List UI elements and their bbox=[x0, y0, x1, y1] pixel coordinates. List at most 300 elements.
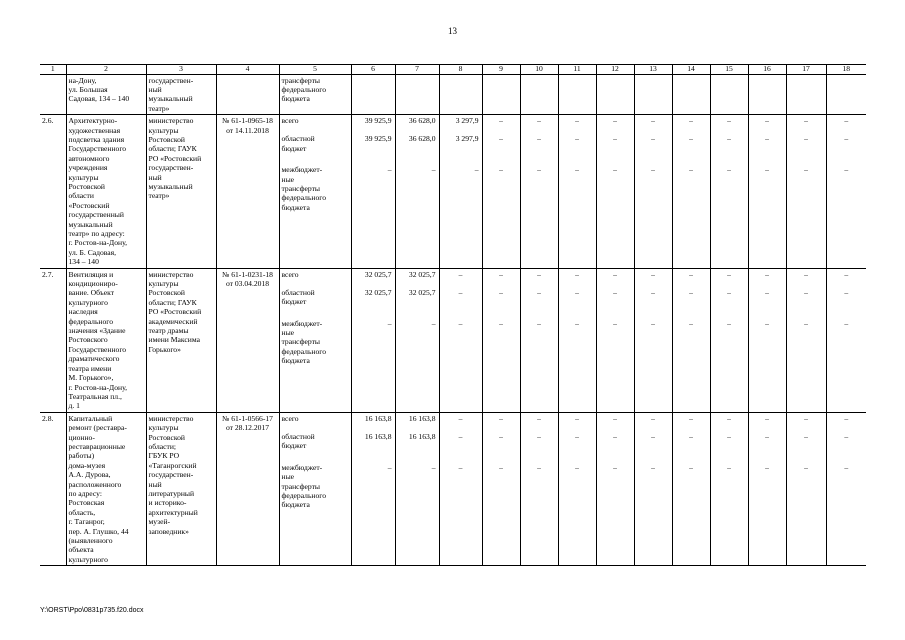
amount-cell-c18 bbox=[826, 268, 866, 412]
object-line: вание. Объект bbox=[68, 288, 115, 298]
amount-value: – bbox=[387, 165, 392, 175]
source-line: всего bbox=[281, 116, 299, 126]
amount-cell-c16 bbox=[748, 412, 786, 566]
amount-cell-c14 bbox=[672, 115, 710, 269]
amount-cell-c13 bbox=[634, 268, 672, 412]
amount-value: – bbox=[765, 462, 769, 472]
object-line: Садовая, 134 – 140 bbox=[68, 94, 130, 104]
customer-line: музыкальный bbox=[148, 94, 193, 104]
object-line: г. Таганрог, bbox=[68, 517, 105, 527]
amount-value: – bbox=[844, 413, 849, 423]
column-header-15: 15 bbox=[710, 65, 748, 75]
continuation-source bbox=[279, 74, 351, 115]
amount-value: – bbox=[804, 116, 808, 126]
amount-value: – bbox=[844, 462, 849, 472]
amount-value: 36 628,0 bbox=[408, 116, 436, 126]
funding-source-cell bbox=[279, 115, 351, 269]
footer-file-path: Y:\ORST\Ppo\0831p735.f20.docx bbox=[40, 607, 144, 614]
amount-cell-c17 bbox=[786, 412, 826, 566]
amount-value: – bbox=[651, 413, 655, 423]
object-line: по адресу: bbox=[68, 488, 102, 498]
amount-value: – bbox=[499, 269, 503, 279]
amount-value: – bbox=[651, 287, 655, 297]
amount-value: – bbox=[575, 134, 579, 144]
row-number: 2.8. bbox=[40, 412, 66, 566]
column-header-10: 10 bbox=[520, 65, 558, 75]
object-line: значения «Здание bbox=[68, 326, 126, 336]
amount-value: – bbox=[613, 116, 617, 126]
amount-cell-c8 bbox=[439, 115, 482, 269]
customer-line: театр драмы bbox=[148, 326, 189, 336]
amount-value: – bbox=[804, 413, 808, 423]
amount-cell-c16 bbox=[748, 268, 786, 412]
object-line: театра имени bbox=[68, 363, 112, 373]
source-line: федерального bbox=[281, 84, 326, 94]
object-line: пер. А. Глушко, 44 bbox=[68, 526, 129, 536]
customer-line: государствен- bbox=[148, 75, 194, 85]
amount-value: – bbox=[844, 431, 849, 441]
customer-line: министерство bbox=[148, 116, 194, 126]
customer-line: имени Максима bbox=[148, 335, 200, 345]
column-header-8: 8 bbox=[439, 65, 482, 75]
source-line: бюджет bbox=[281, 441, 307, 451]
amount-value: – bbox=[575, 287, 579, 297]
object-line: М. Горького», bbox=[68, 373, 114, 383]
amount-value: – bbox=[804, 318, 808, 328]
column-header-16: 16 bbox=[748, 65, 786, 75]
amount-value: – bbox=[765, 165, 769, 175]
amount-value: 16 163,8 bbox=[408, 413, 436, 423]
amount-value: – bbox=[613, 165, 617, 175]
column-header-7: 7 bbox=[395, 65, 439, 75]
amount-value: 32 025,7 bbox=[408, 269, 436, 279]
amount-value: – bbox=[431, 462, 436, 472]
object-line: Капитальный bbox=[68, 413, 113, 423]
amount-cell-c18 bbox=[826, 412, 866, 566]
amount-value: – bbox=[499, 287, 503, 297]
amount-value: – bbox=[499, 116, 503, 126]
source-line: трансферты bbox=[281, 481, 321, 491]
amount-cell-c10 bbox=[520, 268, 558, 412]
object-name-cell bbox=[66, 268, 146, 412]
amount-value: – bbox=[651, 165, 655, 175]
amount-value: – bbox=[499, 134, 503, 144]
amount-value: 32 025,7 bbox=[408, 287, 436, 297]
document-cell bbox=[216, 412, 279, 566]
amount-cell-c15 bbox=[710, 115, 748, 269]
customer-line: министерство bbox=[148, 413, 194, 423]
amount-value: – bbox=[804, 269, 808, 279]
amount-value: – bbox=[537, 318, 541, 328]
amount-value: – bbox=[537, 269, 541, 279]
amount-value: – bbox=[474, 165, 479, 175]
object-line: автономного bbox=[68, 153, 110, 163]
amount-value: – bbox=[458, 269, 463, 279]
customer-line: области; bbox=[148, 441, 176, 451]
amount-value: – bbox=[765, 431, 769, 441]
column-header-5: 5 bbox=[279, 65, 351, 75]
amount-value: – bbox=[689, 116, 693, 126]
customer-line: государствен- bbox=[148, 470, 194, 480]
amount-value: – bbox=[765, 413, 769, 423]
amount-value: – bbox=[689, 462, 693, 472]
amount-value: – bbox=[458, 431, 463, 441]
funding-source bbox=[282, 288, 349, 319]
column-header-18: 18 bbox=[826, 65, 866, 75]
amount-value: 32 025,7 bbox=[364, 287, 392, 297]
amount-value: – bbox=[651, 431, 655, 441]
customer-line: «Таганрогский bbox=[148, 460, 197, 470]
customer-line: Ростовской bbox=[148, 134, 185, 144]
column-header-17: 17 bbox=[786, 65, 826, 75]
customer-line: музей- bbox=[148, 517, 171, 527]
amount-value: – bbox=[575, 116, 579, 126]
amount-cell-c12 bbox=[596, 115, 634, 269]
customer-line: области; ГАУК bbox=[148, 144, 197, 154]
object-line: область, bbox=[68, 507, 96, 517]
document-line: от 03.04.2018 bbox=[225, 279, 270, 289]
source-line: федерального bbox=[281, 193, 326, 203]
amount-value: – bbox=[727, 134, 731, 144]
object-line: Ростовского bbox=[68, 335, 108, 345]
object-line: (выявленного bbox=[68, 536, 113, 545]
amount-value: – bbox=[689, 413, 693, 423]
amount-value: – bbox=[613, 269, 617, 279]
table-body bbox=[40, 65, 866, 566]
object-line: ремонт (реставра- bbox=[68, 423, 127, 433]
amount-value: – bbox=[689, 269, 693, 279]
customer-line: литературный bbox=[148, 488, 195, 498]
funding-source-cell bbox=[279, 268, 351, 412]
amount-cell-c11 bbox=[558, 268, 596, 412]
amount-value: 3 297,9 bbox=[455, 116, 479, 126]
object-line: г. Ростов-на-Дону, bbox=[68, 238, 128, 248]
continuation-object bbox=[66, 74, 146, 115]
amount-value: – bbox=[499, 431, 503, 441]
customer-line: архитектурный bbox=[148, 507, 198, 517]
object-line: работы) bbox=[68, 451, 95, 461]
customer-line: и историко- bbox=[148, 498, 187, 508]
amount-value: – bbox=[844, 134, 849, 144]
source-line: федерального bbox=[281, 490, 326, 500]
source-line: ные bbox=[281, 174, 295, 184]
funding-source bbox=[282, 270, 349, 288]
amount-value: – bbox=[844, 269, 849, 279]
amount-cell-c9 bbox=[482, 412, 520, 566]
document-line: № 61-1-0965-18 bbox=[222, 116, 273, 126]
customer-line: Ростовской bbox=[148, 432, 185, 442]
amount-value: – bbox=[575, 462, 579, 472]
object-line: Театральная пл., bbox=[68, 391, 122, 401]
source-line: всего bbox=[281, 269, 299, 279]
source-line: федерального bbox=[281, 346, 326, 356]
source-line: областной bbox=[281, 287, 315, 297]
amount-cell-c12 bbox=[596, 268, 634, 412]
amount-cell-c6 bbox=[351, 268, 395, 412]
amount-value: – bbox=[387, 318, 392, 328]
amount-cell-c7 bbox=[395, 268, 439, 412]
amount-value: – bbox=[537, 116, 541, 126]
source-line: бюджет bbox=[281, 143, 307, 153]
amount-value: – bbox=[727, 462, 731, 472]
object-line: д. 1 bbox=[68, 401, 80, 411]
customer-line: заповедник» bbox=[148, 526, 189, 536]
amount-value: 36 628,0 bbox=[408, 134, 436, 144]
customer-line: Горького» bbox=[148, 344, 181, 354]
source-line: ные bbox=[281, 472, 295, 482]
amount-value: – bbox=[804, 134, 808, 144]
amount-value: – bbox=[431, 318, 436, 328]
amount-cell-c14 bbox=[672, 412, 710, 566]
amount-value: – bbox=[689, 431, 693, 441]
customer-line: театр» bbox=[148, 191, 170, 201]
amount-value: – bbox=[651, 134, 655, 144]
amount-cell-c8 bbox=[439, 268, 482, 412]
customer-line: ный bbox=[148, 172, 162, 182]
amount-value: – bbox=[537, 462, 541, 472]
amount-value: 16 163,8 bbox=[408, 431, 436, 441]
column-header-4: 4 bbox=[216, 65, 279, 75]
object-line: Вентиляция и bbox=[68, 269, 114, 279]
object-line: реставрационные bbox=[68, 441, 126, 451]
amount-value: – bbox=[651, 269, 655, 279]
customer-line: культуры bbox=[148, 423, 179, 433]
amount-value: – bbox=[651, 462, 655, 472]
source-line: трансферты bbox=[281, 75, 321, 85]
source-line: бюджета bbox=[281, 356, 310, 366]
object-line: государственный bbox=[68, 210, 124, 220]
amount-value: – bbox=[499, 462, 503, 472]
amount-value: – bbox=[499, 318, 503, 328]
customer-line: ГБУК РО bbox=[148, 451, 180, 461]
object-line: области bbox=[68, 191, 94, 201]
column-header-2: 2 bbox=[66, 65, 146, 75]
amount-value: – bbox=[651, 318, 655, 328]
amount-value: – bbox=[765, 134, 769, 144]
amount-value: – bbox=[458, 462, 463, 472]
object-line: Государственного bbox=[68, 144, 127, 154]
object-line: расположенного bbox=[68, 479, 122, 489]
amount-value: – bbox=[499, 413, 503, 423]
object-line: федерального bbox=[68, 316, 113, 326]
amount-value: 39 925,9 bbox=[364, 134, 392, 144]
amount-value: – bbox=[804, 165, 808, 175]
object-line: ул. Большая bbox=[68, 84, 108, 94]
document-line: № 61-1-0566-17 bbox=[222, 413, 273, 423]
customer-line: государствен- bbox=[148, 163, 194, 173]
source-line: ные bbox=[281, 328, 295, 338]
amount-value: – bbox=[537, 431, 541, 441]
amount-value: – bbox=[727, 413, 731, 423]
amount-value: – bbox=[651, 116, 655, 126]
amount-value: – bbox=[765, 287, 769, 297]
amount-cell-c13 bbox=[634, 412, 672, 566]
amount-value: 16 163,8 bbox=[364, 413, 392, 423]
amount-value: – bbox=[727, 318, 731, 328]
object-line: объекта bbox=[68, 545, 94, 555]
amount-cell-c13 bbox=[634, 115, 672, 269]
amount-value: – bbox=[537, 165, 541, 175]
funding-source bbox=[282, 165, 349, 212]
amount-cell-c6 bbox=[351, 115, 395, 269]
source-line: бюджета bbox=[281, 202, 310, 212]
amount-cell-c14 bbox=[672, 268, 710, 412]
amount-value: – bbox=[458, 318, 463, 328]
source-line: бюджет bbox=[281, 297, 307, 307]
object-line: г. Ростов-на-Дону, bbox=[68, 382, 128, 392]
row-number: 2.6. bbox=[40, 115, 66, 269]
amount-cell-c17 bbox=[786, 115, 826, 269]
amount-value: – bbox=[575, 269, 579, 279]
amount-value: – bbox=[537, 287, 541, 297]
amount-value: – bbox=[804, 462, 808, 472]
object-line: театр» по адресу: bbox=[68, 229, 125, 238]
source-line: трансферты bbox=[281, 183, 321, 193]
object-line: дома-музея bbox=[68, 460, 106, 470]
document-line: от 14.11.2018 bbox=[226, 125, 269, 135]
amount-value: – bbox=[689, 134, 693, 144]
amount-value: – bbox=[575, 318, 579, 328]
amount-value: – bbox=[765, 116, 769, 126]
amount-value: – bbox=[537, 413, 541, 423]
customer-line: культуры bbox=[148, 279, 179, 289]
amount-value: – bbox=[689, 287, 693, 297]
amount-value: – bbox=[804, 431, 808, 441]
table-row bbox=[40, 115, 866, 269]
amount-value: 39 925,9 bbox=[364, 116, 392, 126]
amount-cell-c10 bbox=[520, 115, 558, 269]
document-line: от 28.12.2017 bbox=[225, 423, 270, 433]
object-line: культурного bbox=[68, 297, 108, 307]
page-number: 13 bbox=[448, 26, 457, 36]
amount-value: – bbox=[844, 318, 849, 328]
object-line: музыкальный bbox=[68, 219, 113, 229]
amount-cell-c15 bbox=[710, 412, 748, 566]
amount-value: – bbox=[613, 413, 617, 423]
amount-value: 3 297,9 bbox=[455, 134, 479, 144]
column-header-14: 14 bbox=[672, 65, 710, 75]
column-header-9: 9 bbox=[482, 65, 520, 75]
amount-value: – bbox=[613, 134, 617, 144]
customer-cell bbox=[146, 268, 216, 412]
source-line: областной bbox=[281, 134, 315, 144]
amount-value: – bbox=[844, 165, 849, 175]
amount-cell-c9 bbox=[482, 268, 520, 412]
customer-line: академический bbox=[148, 316, 198, 326]
object-line: кондициониро- bbox=[68, 279, 118, 289]
amount-value: – bbox=[613, 431, 617, 441]
amount-value: – bbox=[804, 287, 808, 297]
object-line: культуры bbox=[68, 172, 99, 182]
customer-line: министерство bbox=[148, 269, 194, 279]
column-header-13: 13 bbox=[634, 65, 672, 75]
customer-line: РО «Ростовский bbox=[148, 153, 202, 163]
budget-table bbox=[40, 64, 866, 566]
amount-cell-c9 bbox=[482, 115, 520, 269]
object-line: Государственного bbox=[68, 344, 127, 354]
source-line: областной bbox=[281, 431, 315, 441]
object-line: культурного bbox=[68, 554, 108, 564]
amount-value: – bbox=[575, 165, 579, 175]
amount-value: – bbox=[613, 318, 617, 328]
amount-cell-c11 bbox=[558, 115, 596, 269]
column-header-11: 11 bbox=[558, 65, 596, 75]
table-row bbox=[40, 412, 866, 566]
object-line: наследия bbox=[68, 307, 98, 317]
amount-value: – bbox=[613, 462, 617, 472]
amount-value: – bbox=[537, 134, 541, 144]
customer-line: области; ГАУК bbox=[148, 297, 197, 307]
object-line: драматического bbox=[68, 354, 120, 364]
amount-value: – bbox=[727, 116, 731, 126]
amount-cell-c15 bbox=[710, 268, 748, 412]
amount-value: 32 025,7 bbox=[364, 269, 392, 279]
row-number: 2.7. bbox=[40, 268, 66, 412]
object-line: «Ростовский bbox=[68, 200, 110, 210]
column-header-1: 1 bbox=[40, 65, 66, 75]
amount-value: – bbox=[387, 462, 392, 472]
amount-value: – bbox=[765, 269, 769, 279]
funding-source-cell bbox=[279, 412, 351, 566]
customer-line: театр» bbox=[148, 103, 170, 113]
amount-value: – bbox=[765, 318, 769, 328]
column-number-row bbox=[40, 65, 866, 75]
amount-cell-c6 bbox=[351, 412, 395, 566]
funding-source bbox=[282, 319, 349, 366]
continuation-customer bbox=[146, 74, 216, 115]
source-line: трансферты bbox=[281, 337, 321, 347]
amount-value: – bbox=[689, 165, 693, 175]
source-line: всего bbox=[281, 413, 299, 423]
column-header-3: 3 bbox=[146, 65, 216, 75]
amount-cell-c16 bbox=[748, 115, 786, 269]
amount-cell-c10 bbox=[520, 412, 558, 566]
amount-cell-c11 bbox=[558, 412, 596, 566]
customer-cell bbox=[146, 412, 216, 566]
object-line: ул. Б. Садовая, bbox=[68, 247, 117, 257]
funding-source bbox=[282, 432, 349, 463]
column-header-12: 12 bbox=[596, 65, 634, 75]
funding-source bbox=[282, 116, 349, 134]
customer-line: культуры bbox=[148, 125, 179, 135]
amount-value: – bbox=[727, 269, 731, 279]
object-line: ционно- bbox=[68, 432, 95, 442]
amount-value: – bbox=[499, 165, 503, 175]
amount-cell-c17 bbox=[786, 268, 826, 412]
source-line: межбюджет- bbox=[281, 462, 323, 472]
object-line: Ростовская bbox=[68, 498, 105, 508]
amount-value: 16 163,8 bbox=[364, 431, 392, 441]
source-line: бюджета bbox=[281, 500, 310, 510]
source-line: межбюджет- bbox=[281, 318, 323, 328]
document-cell bbox=[216, 115, 279, 269]
amount-cell-c8 bbox=[439, 412, 482, 566]
funding-source bbox=[282, 134, 349, 165]
customer-line: Ростовской bbox=[148, 288, 185, 298]
amount-value: – bbox=[458, 413, 463, 423]
customer-line: ный bbox=[148, 84, 162, 94]
amount-value: – bbox=[575, 431, 579, 441]
source-line: бюджета bbox=[281, 94, 310, 104]
object-name-cell bbox=[66, 115, 146, 269]
amount-value: – bbox=[844, 116, 849, 126]
column-header-6: 6 bbox=[351, 65, 395, 75]
funding-source bbox=[282, 414, 349, 432]
object-line: А.А. Дурова, bbox=[68, 470, 111, 480]
amount-value: – bbox=[844, 287, 849, 297]
amount-value: – bbox=[458, 287, 463, 297]
object-line: Архитектурно- bbox=[68, 116, 118, 126]
